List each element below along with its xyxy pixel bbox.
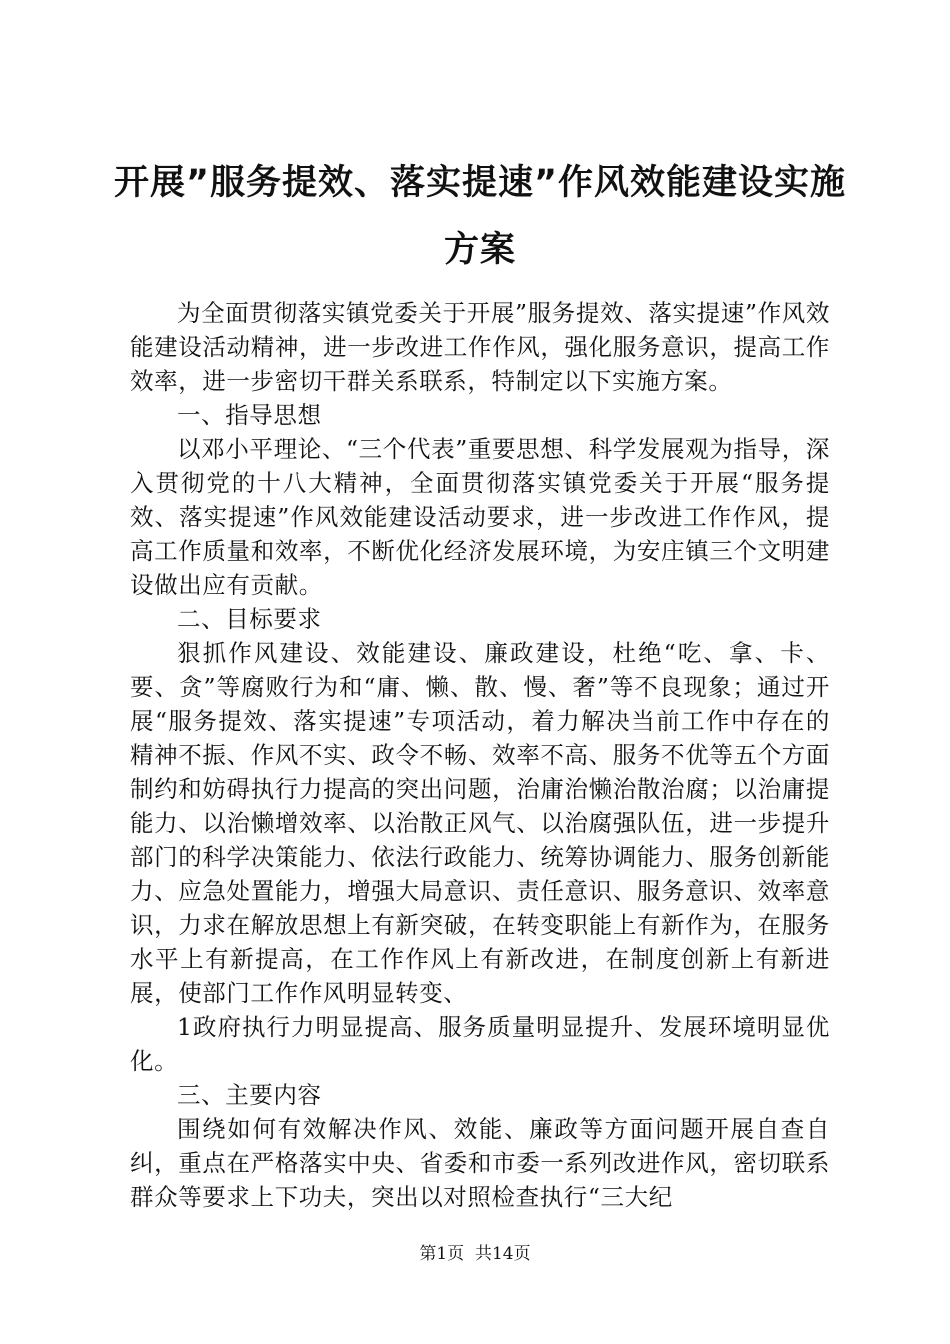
paragraph-goals-continued: 1政府执行力明显提高、服务质量明显提升、发展环境明显优化。 bbox=[130, 1013, 830, 1075]
paragraph-intro: 为全面贯彻落实镇党委关于开展”服务提效、落实提速”作风效能建设活动精神，进一步改进工作作风，强化服务意识，提高工作效率，进一步密切干群关系联系，特制定以下实施方案。 bbox=[130, 299, 830, 395]
paragraph-goals: 狠抓作风建设、效能建设、廉政建设，杜绝“吃、拿、卡、要、贪”等腐败行为和“庸、懒、散、慢、奢”等不良现象；通过开展“服务提效、落实提速”专项活动，着力解决当前工作中存在的精神不振、作风不实、政令不畅、效率不高、服务不优等五个方面制约和妨碍执行力提高的突出问题，治庸治懒治散治腐；以治庸提能力、以治懒增效率、以治散正风气、以治腐强队伍，进一步提升部门的科学决策能力、依法行政能力、统筹协调能力、服务创新能力、应急处置能力，增强大局意识、责任意识、服务意识、效率意识，力求在解放思想上有新突破，在转变职能上有新作为，在服务水平上有新提高，在工作作风上有新改进，在制度创新上有新进展，使部门工作作风明显转变、 bbox=[130, 639, 830, 1007]
section-heading-guiding-thought: 一、指导思想 bbox=[177, 401, 322, 429]
paragraph-main-content: 围绕如何有效解决作风、效能、廉政等方面问题开展自查自纠，重点在严格落实中央、省委和市委一系列改进作风，密切联系群众等要求上下功夫，突出以对照检查执行“三大纪 bbox=[130, 1115, 830, 1211]
document-title: 开展”服务提效、落实提速”作风效能建设实施方案 bbox=[113, 163, 846, 270]
page-footer bbox=[0, 1242, 950, 1266]
section-heading-goals: 二、目标要求 bbox=[177, 605, 322, 633]
document-body bbox=[130, 296, 830, 1214]
paragraph-guiding-thought: 以邓小平理论、“三个代表”重要思想、科学发展观为指导，深入贯彻党的十八大精神，全面贯彻落实镇党委关于开展“服务提效、落实提速”作风效能建设活动要求，进一步改进工作作风，提高工作质量和效率，不断优化经济发展环境，为安庄镇三个文明建设做出应有贡献。 bbox=[130, 435, 830, 599]
section-heading-main-content: 三、主要内容 bbox=[177, 1081, 322, 1109]
page-number: 第1页 共14页 bbox=[419, 1244, 531, 1264]
